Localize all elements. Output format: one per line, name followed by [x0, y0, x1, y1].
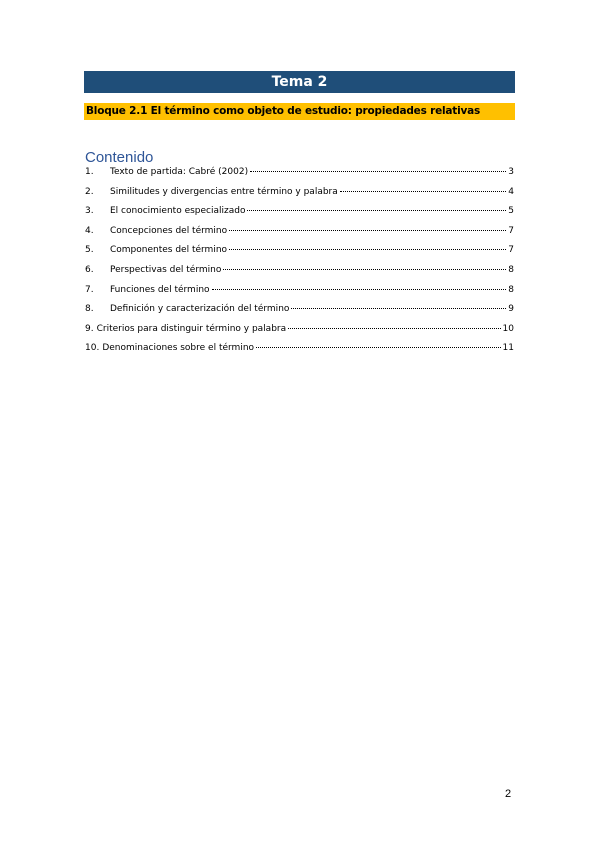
- toc-leader: [247, 210, 506, 211]
- page-number: 2: [505, 788, 512, 800]
- toc-entry-title: Texto de partida: Cabré (2002): [110, 167, 249, 177]
- toc-entry-page: 10: [502, 323, 514, 334]
- block-subtitle: Bloque 2.1 El término como objeto de estudio: propiedades relativas: [84, 103, 515, 120]
- toc-entry[interactable]: [85, 265, 514, 285]
- contents-heading: Contenido: [85, 149, 154, 166]
- toc-entry-number: 8.: [85, 304, 94, 315]
- toc-leader: [291, 308, 506, 309]
- toc-entry-number: 9.: [85, 323, 94, 334]
- toc-leader: [256, 347, 501, 348]
- topic-title: Tema 2: [84, 71, 515, 93]
- toc-entry[interactable]: [85, 343, 514, 363]
- toc-entry-title: Definición y caracterización del término: [110, 304, 290, 315]
- toc-entry-number: 2.: [85, 186, 94, 197]
- toc-leader: [288, 328, 500, 329]
- toc-entry-page: 7: [508, 225, 514, 236]
- toc-entry-page: 8: [508, 264, 514, 275]
- toc-entry[interactable]: [85, 304, 514, 324]
- toc-leader: [229, 230, 506, 231]
- toc-entry-title: Criterios para distinguir término y palabra: [96, 323, 287, 334]
- toc-entry[interactable]: [85, 226, 514, 246]
- toc-entry-number: 7.: [85, 284, 94, 295]
- toc-entry-title: Denominaciones sobre el término: [102, 343, 255, 354]
- toc-entry[interactable]: [85, 206, 514, 226]
- toc-entry-page: 11: [502, 343, 514, 354]
- toc-entry[interactable]: [85, 187, 514, 207]
- toc-entry-number: 4.: [85, 225, 94, 236]
- toc-entry-title: Similitudes y divergencias entre término y palabra: [110, 186, 338, 197]
- toc-entry[interactable]: [85, 245, 514, 265]
- toc-entry-number: 5.: [85, 245, 94, 256]
- toc-entry-number: 1.: [85, 167, 94, 177]
- toc-leader: [212, 289, 507, 290]
- toc-entry-number: 10.: [85, 343, 100, 354]
- toc-entry[interactable]: [85, 167, 514, 187]
- toc-entry-page: 7: [508, 245, 514, 256]
- toc-entry[interactable]: [85, 285, 514, 305]
- toc-entry-page: 9: [508, 304, 514, 315]
- toc-entry-title: Funciones del término: [110, 284, 210, 295]
- toc-entry-page: 8: [508, 284, 514, 295]
- toc-leader: [250, 171, 506, 172]
- toc-entry-page: 3: [508, 167, 514, 177]
- table-of-contents: [85, 167, 514, 363]
- toc-leader: [223, 269, 506, 270]
- toc-entry-title: El conocimiento especializado: [110, 206, 246, 217]
- toc-entry-title: Concepciones del término: [110, 225, 228, 236]
- toc-entry-number: 3.: [85, 206, 94, 217]
- toc-entry-page: 5: [508, 206, 514, 217]
- toc-leader: [229, 249, 506, 250]
- toc-leader: [340, 191, 507, 192]
- toc-entry[interactable]: [85, 324, 514, 344]
- toc-entry-title: Perspectivas del término: [110, 264, 222, 275]
- toc-entry-title: Componentes del término: [110, 245, 228, 256]
- toc-entry-page: 4: [508, 186, 514, 197]
- toc-entry-number: 6.: [85, 264, 94, 275]
